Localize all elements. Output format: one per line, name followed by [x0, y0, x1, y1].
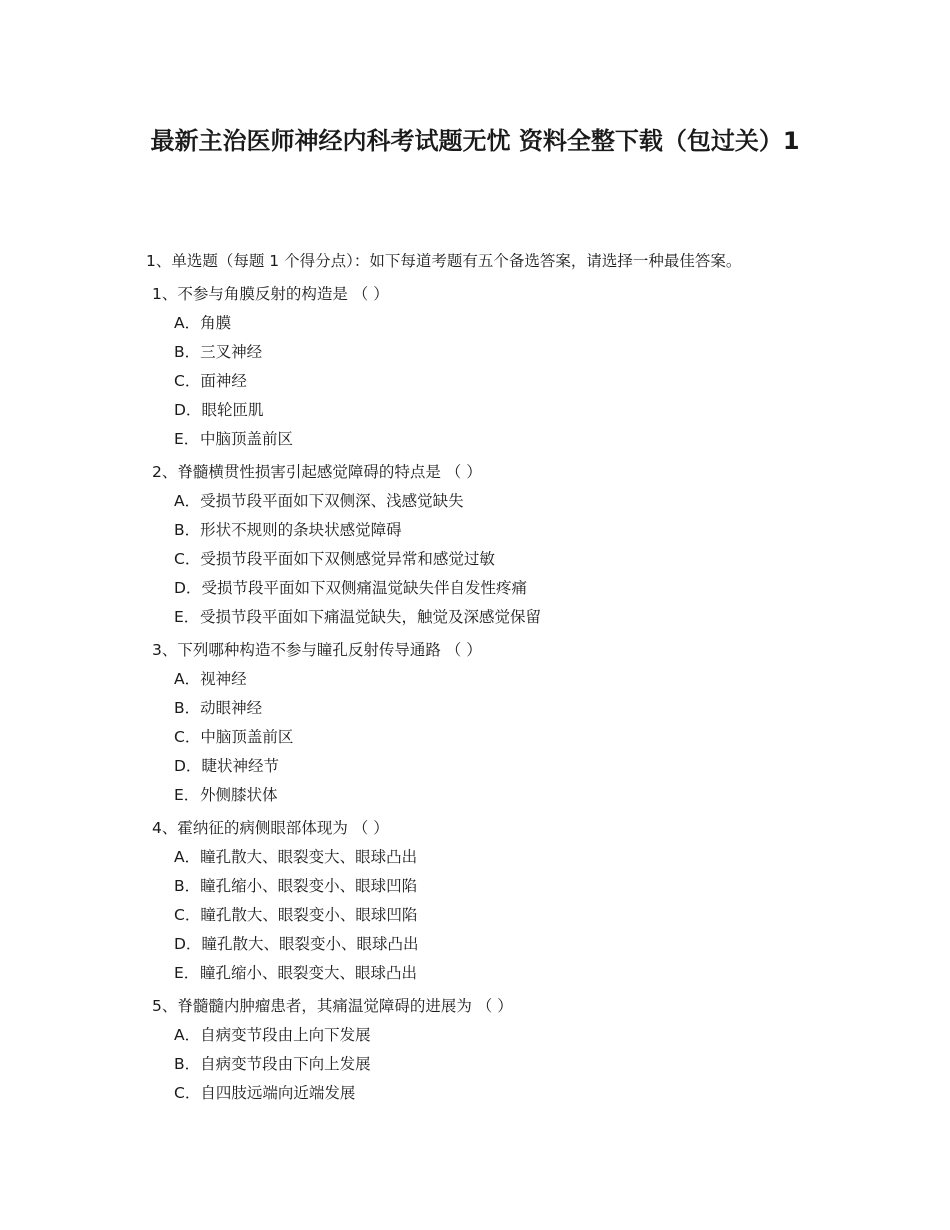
option-text: 动眼神经	[200, 699, 263, 717]
question-stem: 4、霍纳征的病侧眼部体现为 （ ）	[152, 819, 389, 837]
option-item	[174, 875, 832, 897]
option-letter: B．	[174, 521, 201, 539]
option-text: 受损节段平面如下双侧感觉异常和感觉过敏	[200, 550, 495, 568]
option-letter: E．	[174, 430, 200, 448]
option-letter: E．	[174, 786, 200, 804]
option-letter: A．	[174, 1026, 201, 1044]
option-text: 中脑顶盖前区	[200, 430, 294, 448]
option-text: 眼轮匝肌	[201, 401, 264, 419]
option-letter: D．	[174, 757, 202, 775]
option-letter: B．	[174, 1055, 201, 1073]
option-item	[174, 962, 832, 984]
document-title: 最新主治医师神经内科考试题无忧 资料全整下载（包过关）1	[150, 127, 800, 155]
question-stem: 3、下列哪种构造不参与瞳孔反射传导通路 （ ）	[152, 641, 482, 659]
question-5	[152, 995, 832, 1104]
option-item	[174, 548, 832, 570]
option-text: 自病变节段由上向下发展	[200, 1026, 371, 1044]
option-text: 睫状神经节	[201, 757, 279, 775]
option-text: 受损节段平面如下双侧痛温觉缺失伴自发性疼痛	[201, 579, 527, 597]
option-text: 瞳孔散大、眼裂变大、眼球凸出	[200, 848, 418, 866]
option-text: 形状不规则的条块状感觉障碍	[200, 521, 402, 539]
option-text: 视神经	[200, 670, 247, 688]
option-letter: C．	[174, 728, 201, 746]
option-text: 瞳孔散大、眼裂变小、眼球凹陷	[200, 906, 418, 924]
option-item	[174, 755, 832, 777]
option-item	[174, 904, 832, 926]
question-3	[152, 639, 832, 806]
option-item	[174, 846, 832, 868]
option-letter: A．	[174, 670, 201, 688]
option-text: 瞳孔缩小、眼裂变小、眼球凹陷	[200, 877, 418, 895]
option-letter: B．	[174, 877, 201, 895]
option-letter: A．	[174, 492, 201, 510]
option-list	[152, 312, 832, 450]
option-list	[152, 668, 832, 806]
option-letter: D．	[174, 935, 202, 953]
option-text: 受损节段平面如下痛温觉缺失，触觉及深感觉保留	[200, 608, 542, 626]
option-item	[174, 490, 832, 512]
question-stem: 1、不参与角膜反射的构造是 （ ）	[152, 285, 389, 303]
option-text: 中脑顶盖前区	[200, 728, 294, 746]
option-item	[174, 577, 832, 599]
option-item	[174, 341, 832, 363]
option-letter: B．	[174, 699, 201, 717]
option-list	[152, 490, 832, 628]
option-letter: D．	[174, 401, 202, 419]
option-letter: C．	[174, 372, 201, 390]
option-letter: A．	[174, 848, 201, 866]
question-stem: 2、脊髓横贯性损害引起感觉障碍的特点是 （ ）	[152, 463, 482, 481]
option-letter: E．	[174, 964, 200, 982]
option-item	[174, 519, 832, 541]
option-list	[152, 1024, 832, 1104]
question-list	[152, 283, 832, 1115]
option-text: 面神经	[200, 372, 247, 390]
option-list	[152, 846, 832, 984]
option-letter: C．	[174, 1084, 201, 1102]
option-item	[174, 606, 832, 628]
question-1	[152, 283, 832, 450]
option-item	[174, 1024, 832, 1046]
option-letter: C．	[174, 906, 201, 924]
option-letter: A．	[174, 314, 201, 332]
option-letter: E．	[174, 608, 200, 626]
option-text: 角膜	[200, 314, 232, 332]
option-text: 受损节段平面如下双侧深、浅感觉缺失	[200, 492, 464, 510]
option-item	[174, 399, 832, 421]
option-item	[174, 1082, 832, 1104]
option-text: 外侧膝状体	[200, 786, 278, 804]
option-letter: C．	[174, 550, 201, 568]
section-header: 1、单选题（每题 1 个得分点）：如下每道考题有五个备选答案，请选择一种最佳答案。	[146, 252, 742, 270]
option-text: 自四肢远端向近端发展	[200, 1084, 356, 1102]
option-item	[174, 428, 832, 450]
option-text: 三叉神经	[200, 343, 263, 361]
option-item	[174, 784, 832, 806]
option-text: 自病变节段由下向上发展	[200, 1055, 371, 1073]
question-stem: 5、脊髓髓内肿瘤患者，其痛温觉障碍的进展为 （ ）	[152, 997, 513, 1015]
option-text: 瞳孔散大、眼裂变小、眼球凸出	[201, 935, 419, 953]
option-letter: D．	[174, 579, 202, 597]
option-item	[174, 726, 832, 748]
question-2	[152, 461, 832, 628]
option-item	[174, 933, 832, 955]
option-letter: B．	[174, 343, 201, 361]
option-item	[174, 668, 832, 690]
option-item	[174, 312, 832, 334]
option-item	[174, 370, 832, 392]
option-text: 瞳孔缩小、眼裂变大、眼球凸出	[200, 964, 418, 982]
question-4	[152, 817, 832, 984]
option-item	[174, 1053, 832, 1075]
option-item	[174, 697, 832, 719]
